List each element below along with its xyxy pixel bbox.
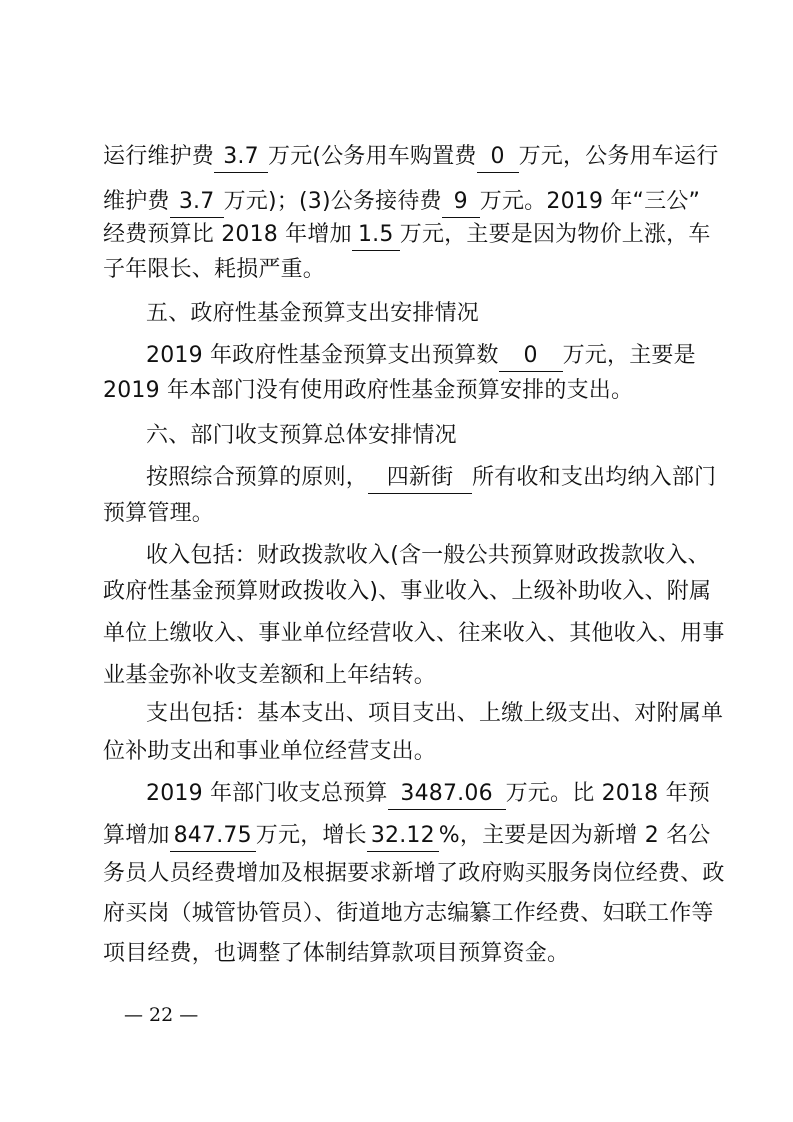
paragraph-line: 府买岗（城管协管员）、街道地方志编纂工作经费、妇联工作等 [103,901,714,926]
text: 运行维护费 [103,144,215,169]
paragraph-line: 政府性基金预算财政拨收入)、事业收入、上级补助收入、附属 [103,579,712,604]
page-number: — 22 — [124,1004,199,1026]
filled-value: 847.75 [170,821,256,852]
filled-value: 3.7 [170,187,224,218]
filled-value: 0 [477,142,519,173]
paragraph-line [103,816,711,856]
filled-value: 9 [442,187,480,218]
paragraph-line: 位补助支出和事业单位经营支出。 [103,739,437,764]
section-heading: 五、政府性基金预算支出安排情况 [146,301,480,326]
text: 万元，增长 [255,823,367,848]
text: 维护费 [103,189,170,214]
section-heading: 六、部门收支预算总体安排情况 [146,423,457,448]
paragraph-line [103,137,718,177]
filled-value: 1.5 [352,220,400,251]
text: 2019 年政府性基金预算支出预算数 [146,343,499,368]
paragraph-line: 务员人员经费增加及根据要求新增了政府购买服务岗位经费、政 [103,861,725,886]
filled-value: 3487.06 [388,779,506,810]
text: 万元，公务用车运行 [518,144,719,169]
text: 万元。比 2018 年预 [505,781,710,806]
paragraph-line: 支出包括：基本支出、项目支出、上缴上级支出、对附属单 [146,701,724,726]
text: 算增加 [103,823,170,848]
text: 万元)；(3)公务接待费 [223,189,442,214]
paragraph-line [146,458,716,498]
filled-value: 3.7 [214,142,268,173]
filled-value: 四新街 [368,463,472,494]
paragraph-line: 预算管理。 [103,501,215,526]
text: 万元，主要是因为物价上涨，车 [399,222,711,247]
text: 按照综合预算的原则， [146,465,369,490]
paragraph-line: 项目经费，也调整了体制结算款项目预算资金。 [103,941,570,966]
text: 万元。2019 年“三公” [479,189,701,214]
filled-value: 32.12 [367,821,439,852]
text: 万元(公务用车购置费 [268,144,477,169]
filled-value: 0 [499,341,563,372]
paragraph-line: 2019 年本部门没有使用政府性基金预算安排的支出。 [103,378,634,403]
text: %，主要是因为新增 2 名公 [438,823,711,848]
paragraph-line: 单位上缴收入、事业单位经营收入、往来收入、其他收入、用事 [103,621,725,646]
paragraph-line: 收入包括：财政拨款收入(含一般公共预算财政拨款收入、 [146,543,710,568]
text: 2019 年部门收支总预算 [146,781,388,806]
text: 所有收和支出均纳入部门 [472,465,717,490]
paragraph-line [146,774,710,814]
paragraph-line: 业基金弥补收支差额和上年结转。 [103,663,437,688]
text: 经费预算比 2018 年增加 [103,222,352,247]
text: 万元，主要是 [562,343,696,368]
paragraph-line: 子年限长、耗损严重。 [103,257,326,282]
paragraph-line [103,215,711,255]
paragraph-line [146,336,696,376]
